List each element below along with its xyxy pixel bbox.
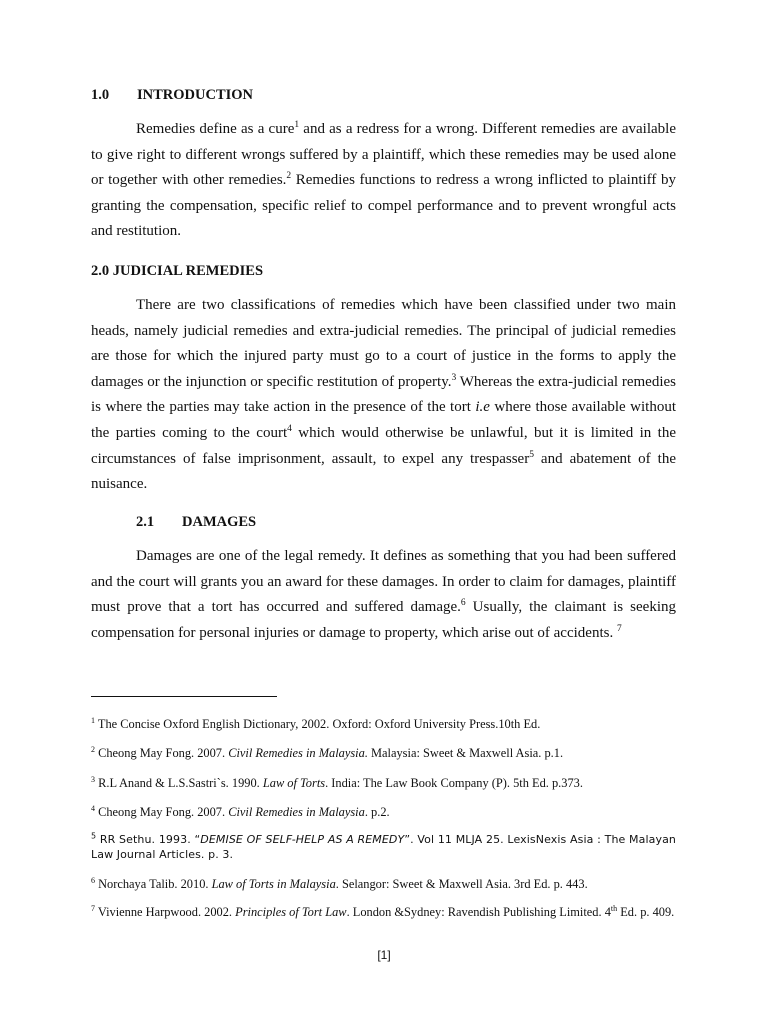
ordinal-suffix: th [610, 903, 618, 913]
footnote-text: Vivienne Harpwood. 2002. [95, 905, 236, 919]
paragraph-text: Whereas the extra-judicial remedies is where the parties may take action in the presence of the tort [91, 373, 676, 416]
footnote-ref[interactable]: 5 [529, 449, 534, 460]
paragraph-text: and as a redress for a wrong. Different remedies are available to give right to different wrongs suffered by a plaintiff, which these remedies may be used alone or together with other remedies. [91, 121, 676, 189]
footnote-text: . London &Sydney: Ravendish Publishing Limited. 4 [346, 905, 611, 919]
section-heading-judicial-remedies [91, 262, 676, 280]
footnote-3 [91, 776, 676, 791]
footnote-title: DEMISE OF SELF-HELP AS A REMEDY [200, 833, 405, 846]
footnote-title: Civil Remedies in Malaysia [228, 805, 365, 819]
paragraph-text: Remedies define as a cure [136, 121, 295, 137]
section-number: 1.0 [91, 87, 110, 103]
section-title: 2.0 JUDICIAL REMEDIES [91, 263, 264, 279]
footnote-mark: 3 [91, 774, 95, 784]
footnote-mark: 5 [91, 831, 97, 841]
footnote-text: Malaysia: Sweet & Maxwell Asia. p.1. [367, 746, 564, 760]
footnote-mark: 6 [91, 875, 95, 885]
footnote-mark: 4 [91, 803, 95, 813]
footnote-2 [91, 746, 676, 761]
footnote-ref[interactable]: 6 [460, 598, 466, 609]
footnote-title: Law of Torts in Malaysia [211, 877, 336, 891]
paragraph-text: There are two classifications of remedies which have been classified under two main heads, namely judicial remedies and extra-judicial remedies. The principal of judicial remedies are those for which the injured party must go to a court of justice in the forms to apply the damages or the injunction or specific restitution of property. [91, 297, 676, 390]
footnote-title: Law of Torts [262, 776, 326, 790]
footnote-mark: 1 [91, 715, 95, 725]
footnote-ref[interactable]: 4 [287, 423, 292, 434]
italic-text: i.e [475, 399, 490, 416]
paragraph-text: Remedies functions to redress a wrong inflicted to plaintiff by granting the compensation, specific relief to compel performance and to prevent wrongful acts and restitution. [91, 172, 676, 240]
paragraph-text: and abatement of the nuisance. [91, 450, 676, 493]
footnote-separator [91, 696, 277, 697]
paragraph-text: Damages are one of the legal remedy. It defines as something that you had been suffered and the court will grants you an award for these damages. In order to claim for damages, plaintiff must prove that a tort has occurred and suffered damage. [91, 548, 676, 616]
footnote-ref[interactable]: 1 [294, 120, 300, 130]
footnote-1 [91, 717, 676, 732]
footnote-text: RR Sethu. 1993. “ [96, 833, 201, 846]
footnote-text: ”. Vol 11 MLJA 25. LexisNexis Asia : The Malayan Law Journal Articles. p. 3. [91, 833, 677, 861]
footnote-title: Civil Remedies in Malaysia. [228, 746, 368, 760]
footnote-text: Norchaya Talib. 2010. [95, 877, 212, 891]
footnote-text: . India: The Law Book Company (P). 5th Ed. p.373. [325, 776, 583, 790]
section-title: DAMAGES [182, 514, 257, 530]
footnote-text: . p.2. [364, 805, 390, 819]
paragraph-text: Usually, the claimant is seeking compensation for personal injuries or damage to property, which arise out of accidents. [91, 599, 676, 641]
footnote-5 [91, 833, 676, 862]
section-title: INTRODUCTION [137, 87, 254, 103]
footnote-ref[interactable]: 7 [616, 623, 622, 634]
paragraph-text: where those available without the parties coming to the court [91, 399, 676, 441]
footnote-ref[interactable]: 2 [286, 171, 292, 182]
footnote-text: R.L Anand & L.S.Sastri`s. 1990. [95, 776, 263, 790]
footnote-text: . Selangor: Sweet & Maxwell Asia. 3rd Ed. p. 443. [335, 877, 588, 891]
footnote-4 [91, 805, 676, 820]
page-number: [1] [377, 948, 391, 962]
footnote-ref[interactable]: 3 [451, 372, 457, 383]
footnote-mark: 7 [91, 903, 95, 913]
footnote-text: Cheong May Fong. 2007. [95, 805, 229, 819]
footnote-7 [91, 905, 676, 920]
footnote-title: Principles of Tort Law [235, 905, 347, 919]
footnote-6 [91, 877, 676, 892]
paragraph-introduction [91, 117, 676, 245]
section-heading-damages [136, 513, 676, 531]
footnote-text: Ed. p. 409. [617, 905, 675, 919]
paragraph-judicial-remedies [91, 293, 676, 498]
footnote-text: Cheong May Fong. 2007. [95, 746, 229, 760]
paragraph-text: which would otherwise be unlawful, but it is limited in the circumstances of false imprisonment, assault, to expel any trespasser [91, 424, 676, 467]
footnote-text: The Concise Oxford English Dictionary, 2002. Oxford: Oxford University Press.10th Ed. [95, 717, 541, 731]
footnote-mark: 2 [91, 744, 95, 754]
section-heading-introduction [91, 86, 676, 104]
section-number: 2.1 [136, 514, 155, 530]
paragraph-damages [91, 544, 676, 646]
